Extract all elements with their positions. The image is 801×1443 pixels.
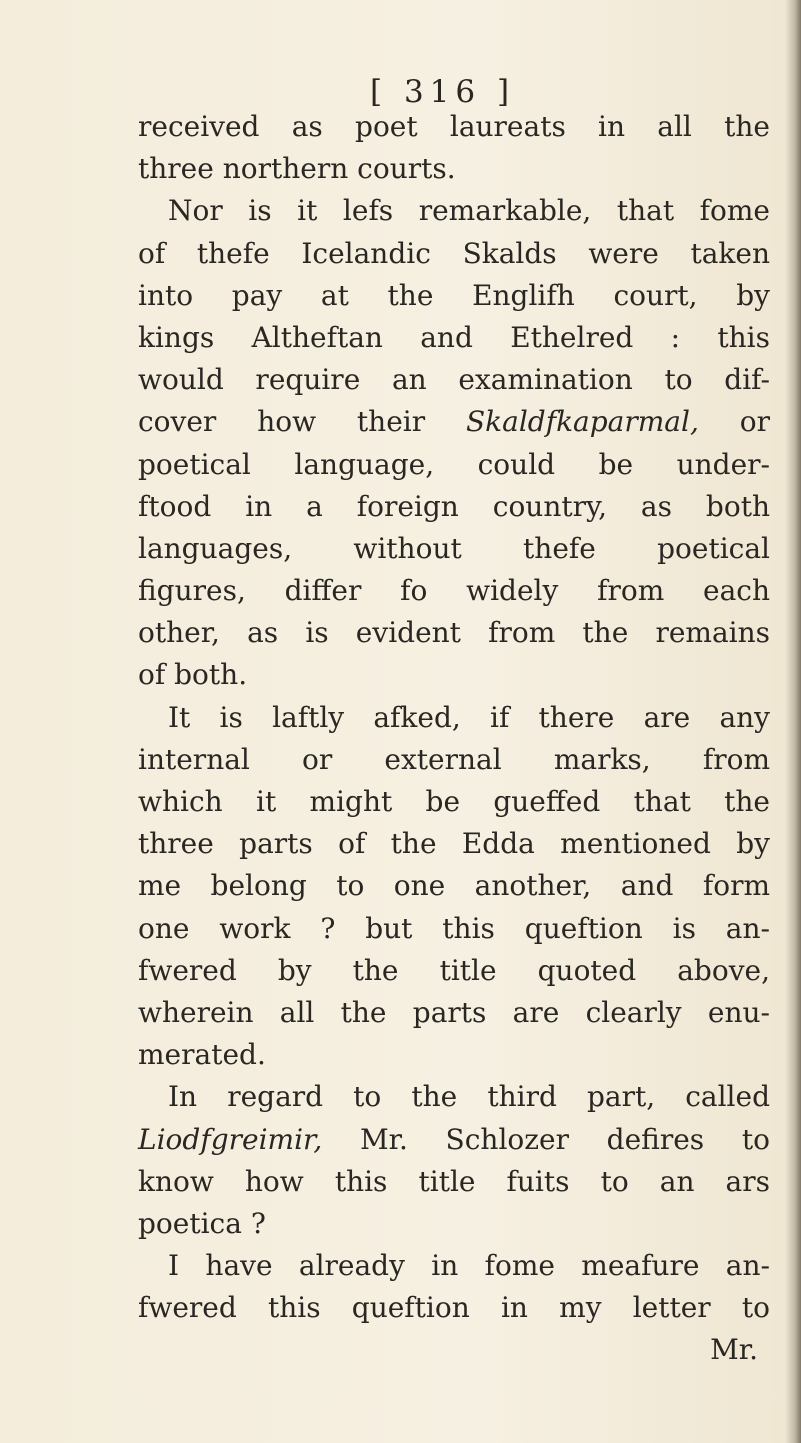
- text-line: me belong to one another, and form: [138, 869, 770, 903]
- text-line: three northern courts.: [138, 152, 456, 186]
- catchword: Mr.: [710, 1333, 758, 1367]
- text-line: [138, 1119, 770, 1161]
- text-line: figures, differ fo widely from each: [138, 574, 770, 608]
- italic-term: Skaldfkaparmal,: [466, 405, 699, 439]
- text-line: ftood in a foreign country, as both: [138, 489, 770, 523]
- text-line: know how this title fuits to an ars: [138, 1164, 770, 1198]
- text-line: It is laftly afked, if there are any: [168, 700, 770, 734]
- text-line: wherein all the parts are clearly enu-: [138, 995, 770, 1029]
- text-line: one work ? but this queftion is an-: [138, 911, 770, 945]
- text-run: cover how their: [138, 405, 466, 439]
- page-edge-shadow: [785, 0, 801, 1443]
- page-number: [ 316 ]: [370, 74, 516, 110]
- text-line: poetica ?: [138, 1206, 266, 1240]
- text-line: languages, without thefe poetical: [138, 531, 770, 565]
- text-run: In regard to the third part, called: [168, 1080, 770, 1114]
- text-line: [138, 1076, 770, 1118]
- text-line: [138, 401, 770, 443]
- text-run: or: [698, 405, 770, 439]
- text-line: would require an examination to dif-: [138, 363, 770, 397]
- italic-term: Liodfgreimir,: [138, 1122, 323, 1156]
- text-line: internal or external marks, from: [138, 742, 770, 776]
- text-line: other, as is evident from the remains: [138, 616, 770, 650]
- text-line: kings Altheftan and Ethelred : this: [138, 320, 770, 354]
- body-text: [138, 106, 770, 1372]
- text-line: fwered this queftion in my letter to: [138, 1291, 770, 1325]
- text-run: Mr. Schlozer defires to: [322, 1122, 770, 1156]
- text-line: I have already in fome meafure an-: [168, 1249, 770, 1283]
- text-line: of thefe Icelandic Skalds were taken: [138, 236, 770, 270]
- text-line: which it might be gueffed that the: [138, 785, 770, 818]
- text-line: three parts of the Edda mentioned by: [138, 827, 770, 861]
- text-line: merated.: [138, 1038, 266, 1072]
- text-line: Nor is it lefs remarkable, that fome: [168, 194, 770, 228]
- text-line: fwered by the title quoted above,: [138, 953, 770, 987]
- text-line: received as poet laureats in all the: [138, 110, 770, 143]
- text-line: of both.: [138, 658, 248, 692]
- text-line: into pay at the Englifh court, by: [138, 278, 770, 312]
- text-line: poetical language, could be under-: [138, 447, 770, 481]
